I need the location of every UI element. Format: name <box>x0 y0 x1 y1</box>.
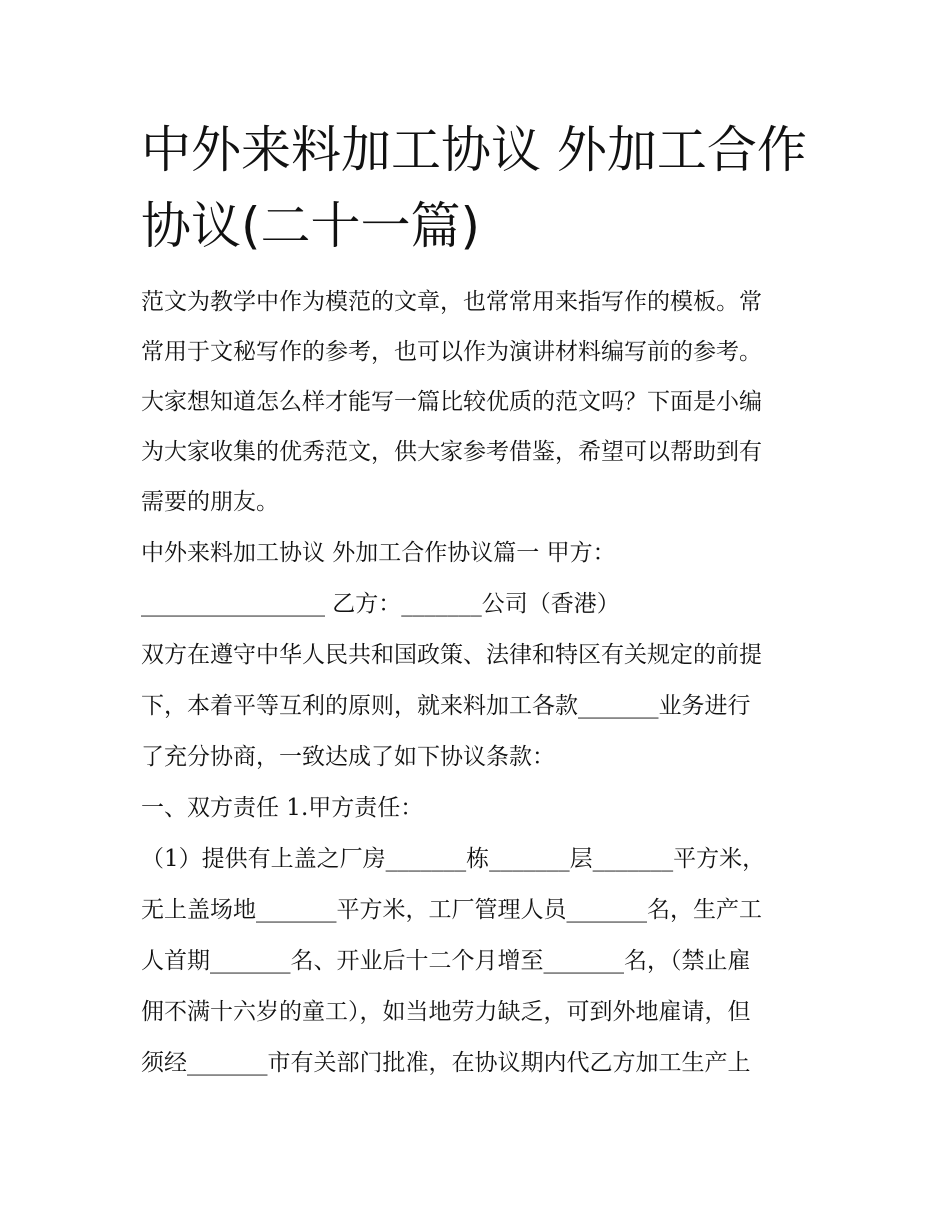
body-line: （1）提供有上盖之厂房_______栋_______层_______平方米， <box>141 846 766 872</box>
party-line: ________________ 乙方：_______公司（香港） <box>141 591 620 617</box>
document-title <box>141 112 831 264</box>
clause-heading-line: 一、双方责任 1.甲方责任： <box>141 795 424 821</box>
body-line: 大家想知道怎么样才能写一篇比较优质的范文吗？下面是小编 <box>141 389 762 415</box>
body-line: 范文为教学中作为模范的文章，也常常用来指写作的模板。常 <box>141 289 762 315</box>
body-line: 下，本着平等互利的原则，就来料加工各款_______业务进行 <box>141 693 751 719</box>
body-line: 无上盖场地_______平方米，工厂管理人员_______名，生产工 <box>141 897 762 923</box>
body-line: 佣不满十六岁的童工），如当地劳力缺乏，可到外地雇请，但 <box>141 999 751 1025</box>
title-line-2: 协议(二十一篇) <box>141 197 481 255</box>
body-line: 双方在遵守中华人民共和国政策、法律和特区有关规定的前提 <box>141 642 762 668</box>
body-line: 人首期_______名、开业后十二个月增至_______名，（禁止雇 <box>141 948 751 974</box>
body-line: 了充分协商，一致达成了如下协议条款： <box>141 744 555 770</box>
section-heading-line: 中外来料加工协议 外加工合作协议篇一 甲方： <box>141 540 616 566</box>
body-line: 需要的朋友。 <box>141 489 279 515</box>
body-line: 为大家收集的优秀范文，供大家参考借鉴，希望可以帮助到有 <box>141 439 762 465</box>
body-line: 常用于文秘写作的参考，也可以作为演讲材料编写前的参考。 <box>141 339 762 365</box>
title-line-1: 中外来料加工协议 外加工合作 <box>141 121 807 179</box>
body-line: 须经_______市有关部门批准，在协议期内代乙方加工生产上 <box>141 1050 751 1076</box>
